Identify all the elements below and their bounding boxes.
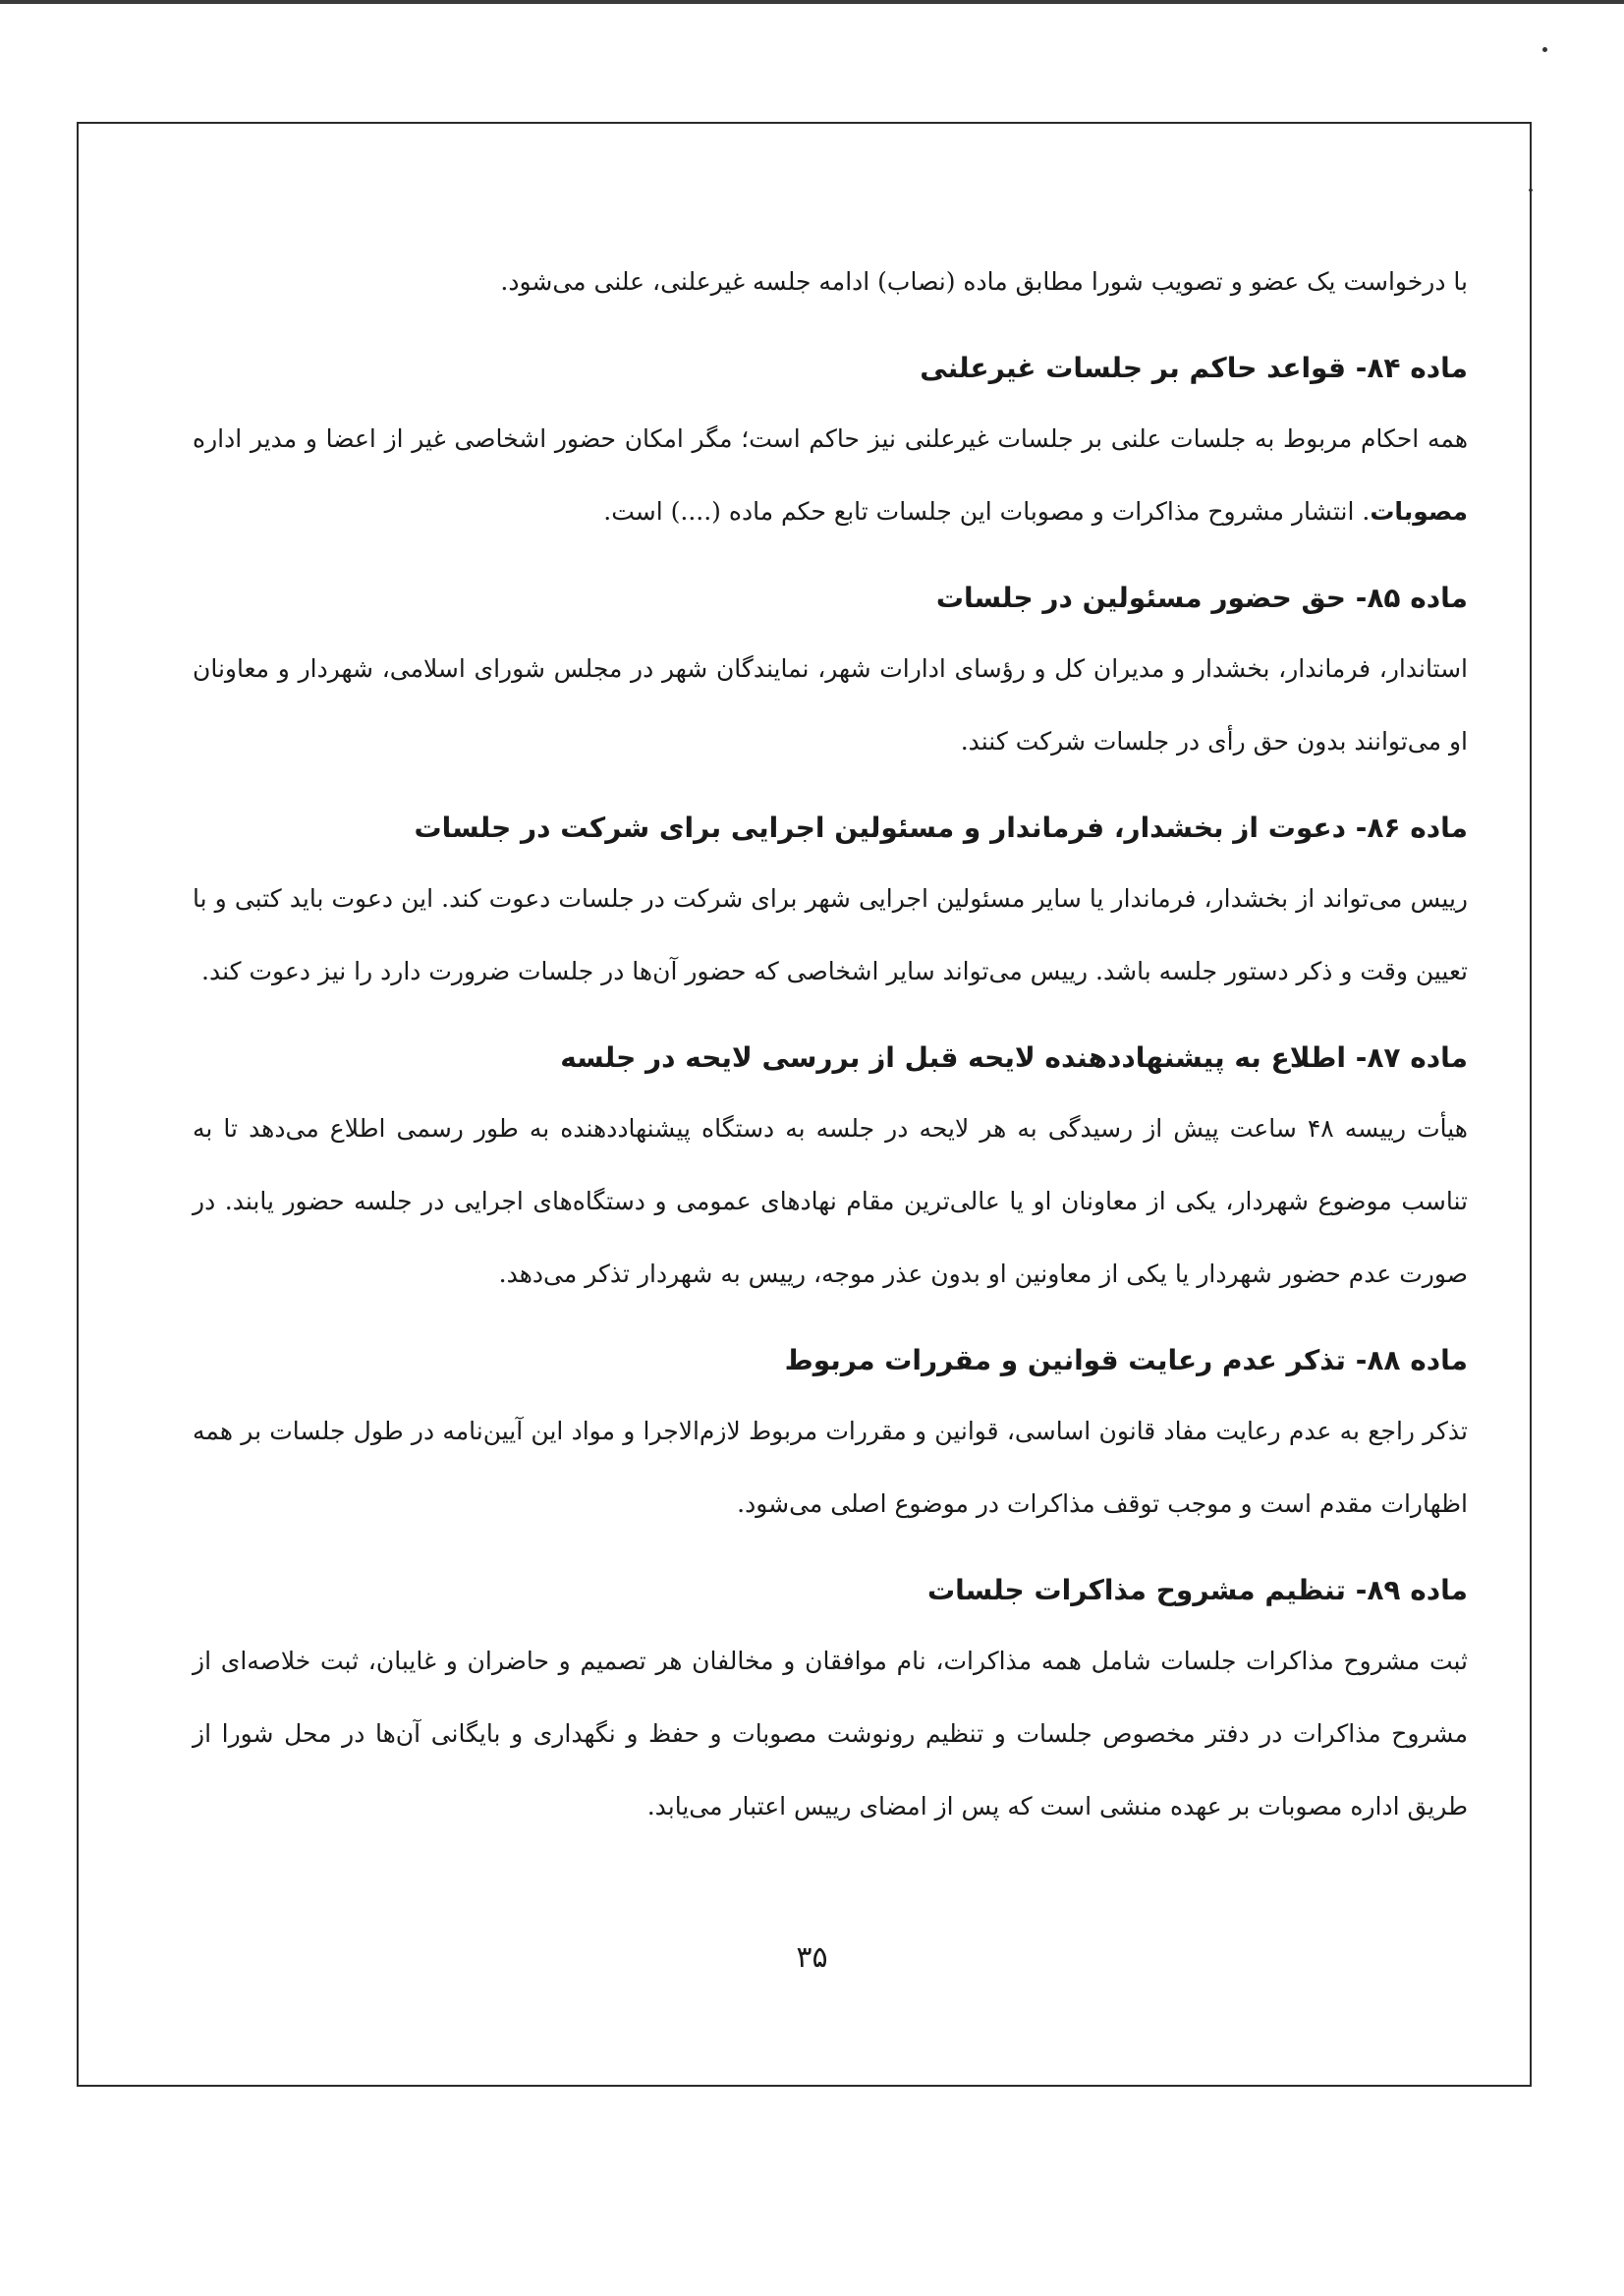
article-title: تنظیم مشروح مذاکرات جلسات: [926, 1574, 1346, 1606]
article-number: ماده ۸۵-: [1355, 582, 1468, 614]
article-heading: [193, 344, 1468, 393]
article-number: ماده ۸۶-: [1355, 812, 1468, 844]
page-number: ۳۵: [796, 1940, 828, 1975]
article-heading: [193, 1336, 1468, 1385]
article-heading: [193, 804, 1468, 853]
article-body-text: همه احکام مربوط به جلسات علنی بر جلسات غیرعلنی نیز حاکم است؛ مگر امکان حضور اشخاصی غیر از اعضا و مدیر اداره: [193, 424, 1468, 453]
article-85: [193, 574, 1468, 778]
article-body: تذکر راجع به عدم رعایت مفاد قانون اساسی، قوانین و مقررات مربوط لازم‌الاجرا و مواد این آیین‌نامه در طول جلسات بر همه اظهارات مقدم است و موجب توقف مذاکرات در موضوع اصلی می‌شود.: [193, 1417, 1468, 1518]
article-body: [193, 403, 1468, 548]
article-heading: [193, 1566, 1468, 1615]
article-89: [193, 1566, 1468, 1843]
article-body: هیأت رییسه ۴۸ ساعت پیش از رسیدگی به هر لایحه در جلسه به دستگاه پیشنهاددهنده به طور رسمی اطلاع می‌دهد تا به تناسب موضوع شهردار، یکی از معاونان او یا عالی‌ترین مقام نهادهای عمومی و دستگاه‌های اجرایی در جلسه حضور یابند. در صورت عدم حضور شهردار یا یکی از معاونین او بدون عذر موجه، رییس به شهردار تذکر می‌دهد.: [193, 1114, 1468, 1288]
article-body: استاندار، فرماندار، بخشدار و مدیران کل و رؤسای ادارات شهر، نمایندگان شهر در مجلس شورای اسلامی، شهردار و معاونان او می‌توانند بدون حق رأی در جلسات شرکت کنند.: [193, 654, 1468, 756]
article-86: [193, 804, 1468, 1008]
article-title: حق حضور مسئولین در جلسات: [935, 582, 1346, 614]
article-heading: [193, 574, 1468, 623]
article-number: ماده ۸۴-: [1355, 352, 1468, 384]
article-number: ماده ۸۷-: [1355, 1041, 1468, 1074]
article-body-text: . انتشار مشروح مذاکرات و مصوبات این جلسات تابع حکم ماده (....) است.: [603, 497, 1371, 526]
article-body-bold: مصوبات: [1370, 497, 1468, 526]
document-body: [193, 246, 1468, 1843]
article-title: اطلاع به پیشنهاددهنده لایحه قبل از بررسی لایحه در جلسه: [560, 1041, 1346, 1074]
intro-paragraph: با درخواست یک عضو و تصویب شورا مطابق ماده (نصاب) ادامه جلسه غیرعلنی، علنی می‌شود.: [500, 267, 1468, 296]
article-88: [193, 1336, 1468, 1540]
article-number: ماده ۸۹-: [1355, 1574, 1468, 1606]
scan-top-edge: [0, 0, 1624, 4]
article-87: [193, 1034, 1468, 1311]
article-title: تذکر عدم رعایت قوانین و مقررات مربوط: [784, 1344, 1346, 1376]
article-number: ماده ۸۸-: [1355, 1344, 1468, 1376]
article-title: قواعد حاکم بر جلسات غیرعلنی: [920, 352, 1346, 384]
article-84: [193, 344, 1468, 548]
article-body: رییس می‌تواند از بخشدار، فرماندار یا سایر مسئولین اجرایی شهر برای شرکت در جلسات دعوت کند. این دعوت باید کتبی و با تعیین وقت و ذکر دستور جلسه باشد. رییس می‌تواند سایر اشخاصی که حضور آن‌ها در جلسات ضرورت دارد را نیز دعوت کند.: [193, 884, 1468, 985]
article-body: ثبت مشروح مذاکرات جلسات شامل همه مذاکرات، نام موافقان و مخالفان هر تصمیم و حاضران و غایبان، ثبت خلاصه‌ای از مشروح مذاکرات در دفتر مخصوص جلسات و تنظیم رونوشت مصوبات و حفظ و نگهداری و بایگانی آن‌ها در محل شورا از طریق اداره مصوبات بر عهده منشی است که پس از امضای رییس اعتبار می‌یابد.: [193, 1647, 1468, 1820]
article-heading: [193, 1034, 1468, 1083]
scan-mark: [1542, 47, 1547, 52]
article-title: دعوت از بخشدار، فرماندار و مسئولین اجرایی برای شرکت در جلسات: [414, 812, 1346, 844]
